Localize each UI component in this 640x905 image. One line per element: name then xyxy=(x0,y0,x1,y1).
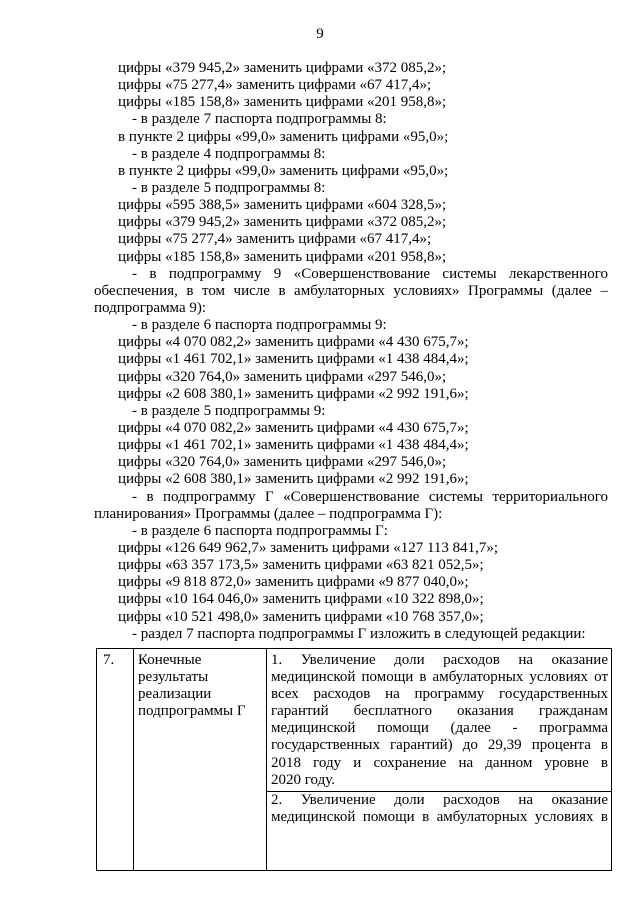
text-line: - в разделе 7 паспорта подпрограммы 8: xyxy=(132,111,387,128)
text-line: цифры «10 164 046,0» заменить цифрами «10 322 898,0»; xyxy=(118,591,484,608)
label-line: подпрограммы Г xyxy=(138,703,246,720)
text-line: цифры «320 764,0» заменить цифрами «297 546,0»; xyxy=(118,368,447,385)
row-number: 7. xyxy=(103,652,115,668)
results-table xyxy=(96,648,612,871)
text-line: цифры «2 608 380,1» заменить цифрами «2 992 191,6»; xyxy=(118,385,469,402)
table-row xyxy=(97,649,612,871)
text-line: - в разделе 6 паспорта подпрограммы Г: xyxy=(132,522,388,539)
text-line: цифры «75 277,4» заменить цифрами «67 417,4»; xyxy=(118,77,432,94)
text-line: цифры «1 461 702,1» заменить цифрами «1 438 484,4»; xyxy=(118,437,469,454)
label-line: реализации xyxy=(138,686,212,703)
text-line: цифры «320 764,0» заменить цифрами «297 546,0»; xyxy=(118,454,447,471)
text-line: планирования» Программы (далее – подпрограмма Г): xyxy=(94,505,443,522)
text-line: цифры «595 388,5» заменить цифрами «604 328,5»; xyxy=(118,197,447,214)
content-line: 1. Увеличение доли расходов на оказание xyxy=(271,652,608,668)
text-line: цифры «185 158,8» заменить цифрами «201 958,8»; xyxy=(118,94,447,111)
text-line: - в разделе 4 подпрограммы 8: xyxy=(132,145,326,162)
text-line: цифры «185 158,8» заменить цифрами «201 958,8»; xyxy=(118,248,447,265)
text-line: - в разделе 5 подпрограммы 9: xyxy=(132,402,326,419)
text-line: цифры «379 945,2» заменить цифрами «372 085,2»; xyxy=(118,60,447,76)
text-line: цифры «379 945,2» заменить цифрами «372 085,2»; xyxy=(118,214,447,231)
label-line: результаты xyxy=(138,669,209,686)
text-line: обеспечения, в том числе в амбулаторных условиях» Программы (далее – xyxy=(94,282,608,299)
text-line: в пункте 2 цифры «99,0» заменить цифрами «95,0»; xyxy=(118,128,449,145)
text-line: цифры «126 649 962,7» заменить цифрами «127 113 841,7»; xyxy=(118,539,499,556)
content-line: медицинской помощи в амбулаторных условиях в xyxy=(271,808,608,825)
text-line: цифры «75 277,4» заменить цифрами «67 417,4»; xyxy=(118,231,432,248)
text-line: цифры «4 070 082,2» заменить цифрами «4 430 675,7»; xyxy=(118,419,469,436)
label-line: Конечные xyxy=(138,652,202,668)
amendment-text xyxy=(94,60,608,643)
cell-spacer xyxy=(138,720,262,870)
text-line: цифры «4 070 082,2» заменить цифрами «4 430 675,7»; xyxy=(118,334,469,351)
text-line: - в подпрограмму Г «Совершенствование системы территориального xyxy=(132,488,608,505)
row-number-cell xyxy=(97,649,134,871)
content-line: медицинской помощи (далее - программа xyxy=(271,720,608,737)
cell-spacer xyxy=(271,826,608,832)
text-line: - в разделе 6 паспорта подпрограммы 9: xyxy=(132,317,387,334)
content-line: 2018 году и сохранение на данном уровне в xyxy=(271,754,608,771)
text-line: - в подпрограмму 9 «Совершенствование системы лекарственного xyxy=(132,265,608,282)
text-line: цифры «1 461 702,1» заменить цифрами «1 438 484,4»; xyxy=(118,351,469,368)
page-number: 9 xyxy=(316,26,324,42)
content-line: гарантий бесплатного оказания гражданам xyxy=(271,703,608,720)
text-line: - в разделе 5 подпрограммы 8: xyxy=(132,179,326,196)
label-cell xyxy=(134,649,267,871)
text-line: цифры «2 608 380,1» заменить цифрами «2 992 191,6»; xyxy=(118,471,469,488)
text-line: цифры «63 357 173,5» заменить цифрами «63 821 052,5»; xyxy=(118,557,484,574)
text-line: цифры «10 521 498,0» заменить цифрами «10 768 357,0»; xyxy=(118,608,484,625)
content-cell xyxy=(267,649,612,871)
text-line: - раздел 7 паспорта подпрограммы Г изложить в следующей редакции: xyxy=(132,625,586,642)
content-line: медицинской помощи в амбулаторных условиях от xyxy=(271,669,608,686)
content-line: 2. Увеличение доли расходов на оказание xyxy=(267,791,611,809)
content-line: всех расходов на программу государственных xyxy=(271,686,608,703)
content-line: государственных гарантий) до 29,39 процента в xyxy=(271,737,608,754)
text-line: в пункте 2 цифры «99,0» заменить цифрами «95,0»; xyxy=(118,162,449,179)
text-line: подпрограмма 9): xyxy=(94,299,207,316)
content-line: 2020 году. xyxy=(271,771,335,788)
text-line: цифры «9 818 872,0» заменить цифрами «9 877 040,0»; xyxy=(118,574,469,591)
